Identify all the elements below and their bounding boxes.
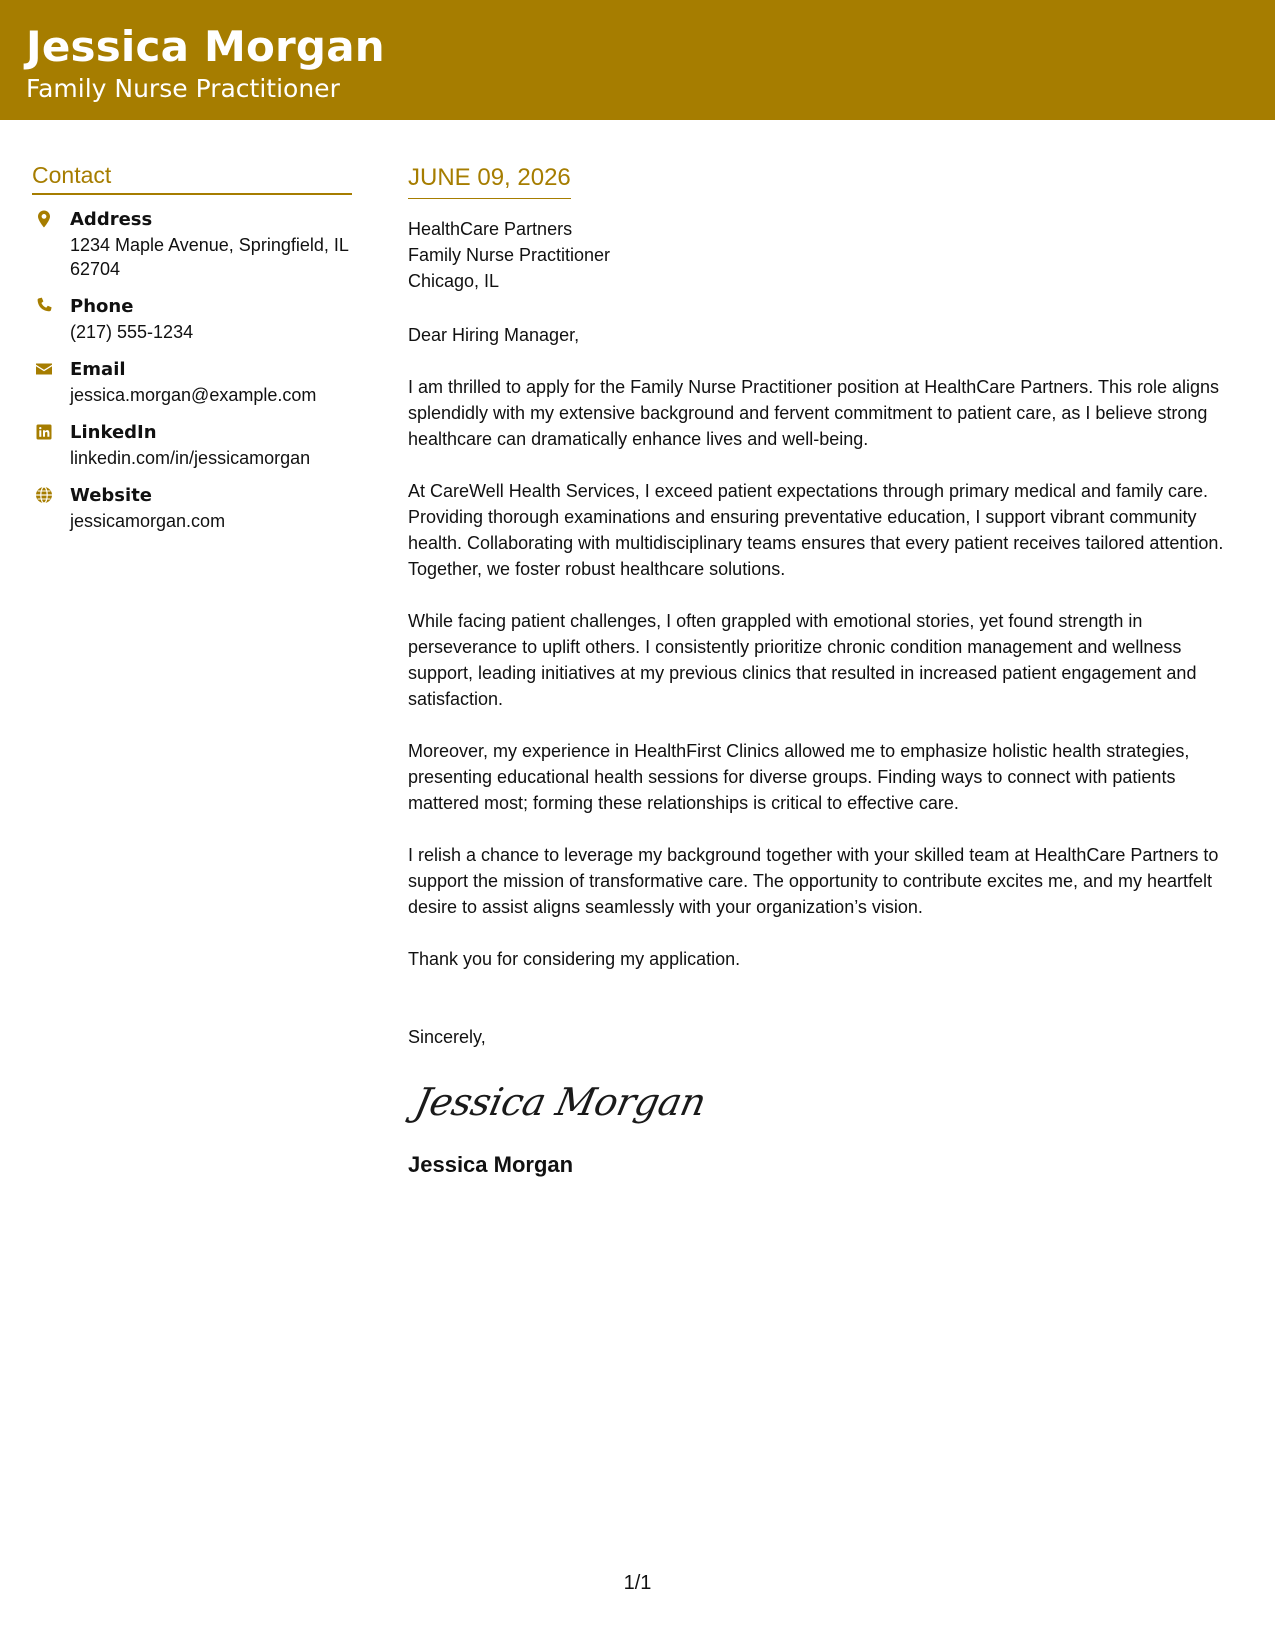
applicant-name: Jessica Morgan <box>26 22 385 71</box>
linkedin-value: linkedin.com/in/jessicamorgan <box>70 448 311 468</box>
contact-item-email <box>32 357 352 407</box>
contact-list <box>32 207 352 533</box>
body-paragraph: I relish a chance to leverage my background together with your skilled team at HealthCare Partners to support the mission of transformative care. The opportunity to contribute excites me, and my heartfelt desire to assist aligns seamlessly with your organization’s vision. <box>408 845 1219 917</box>
email-value: jessica.morgan@example.com <box>70 385 317 405</box>
body-paragraph: I am thrilled to apply for the Family Nurse Practitioner position at HealthCare Partners. This role aligns splendidly with my extensive background and fervent commitment to patient care, as I believe strong healthcare can dramatically enhance lives and well-being. <box>408 377 1220 449</box>
letter-body <box>408 164 1248 1178</box>
contact-label: Phone <box>70 296 134 317</box>
recipient-company: HealthCare Partners <box>408 219 573 239</box>
page-number: 1/1 <box>623 1572 652 1594</box>
contact-item-address <box>32 207 352 281</box>
contact-sidebar <box>32 162 352 546</box>
signed-name: Jessica Morgan <box>408 1152 574 1177</box>
recipient-position: Family Nurse Practitioner <box>408 245 611 265</box>
globe-icon <box>34 485 56 507</box>
recipient-location: Chicago, IL <box>408 271 500 291</box>
phone-icon <box>34 296 56 318</box>
website-value: jessicamorgan.com <box>70 511 226 531</box>
contact-label: LinkedIn <box>70 422 157 443</box>
envelope-icon <box>34 359 56 381</box>
contact-item-website <box>32 483 352 533</box>
letter-date: JUNE 09, 2026 <box>408 164 571 199</box>
signoff: Sincerely, <box>408 1027 486 1047</box>
phone-value: (217) 555-1234 <box>70 322 194 342</box>
contact-label: Website <box>70 485 153 506</box>
closing-line: Thank you for considering my application. <box>408 949 741 969</box>
body-paragraph: While facing patient challenges, I often grappled with emotional stories, yet found strength in perseverance to uplift others. I consistently prioritize chronic condition management and wellness support, leading initiatives at my previous clinics that resulted in increased patient engagement and satisfaction. <box>408 611 1197 709</box>
header-banner <box>0 0 1275 120</box>
contact-item-linkedin <box>32 420 352 470</box>
applicant-title: Family Nurse Practitioner <box>26 74 340 103</box>
recipient-block <box>408 216 1248 294</box>
contact-heading: Contact <box>32 162 352 195</box>
contact-item-phone <box>32 294 352 344</box>
contact-label: Email <box>70 359 126 380</box>
address-value: 1234 Maple Avenue, Springfield, IL 62704 <box>70 235 349 279</box>
body-paragraph: At CareWell Health Services, I exceed patient expectations through primary medical and family care. Providing thorough examinations and ensuring preventative education, I support vibrant community health. Collaborating with multidisciplinary teams ensures that every patient receives tailored attention. Together, we foster robust healthcare solutions. <box>408 481 1224 579</box>
greeting: Dear Hiring Manager, <box>408 325 580 345</box>
map-pin-icon <box>34 209 56 231</box>
linkedin-icon <box>34 422 56 444</box>
contact-label: Address <box>70 209 153 230</box>
handwritten-signature: Jessica Morgan <box>411 1080 710 1124</box>
body-paragraph: Moreover, my experience in HealthFirst Clinics allowed me to emphasize holistic health strategies, presenting educational health sessions for diverse groups. Finding ways to connect with patients mattered most; forming these relationships is critical to effective care. <box>408 741 1190 813</box>
